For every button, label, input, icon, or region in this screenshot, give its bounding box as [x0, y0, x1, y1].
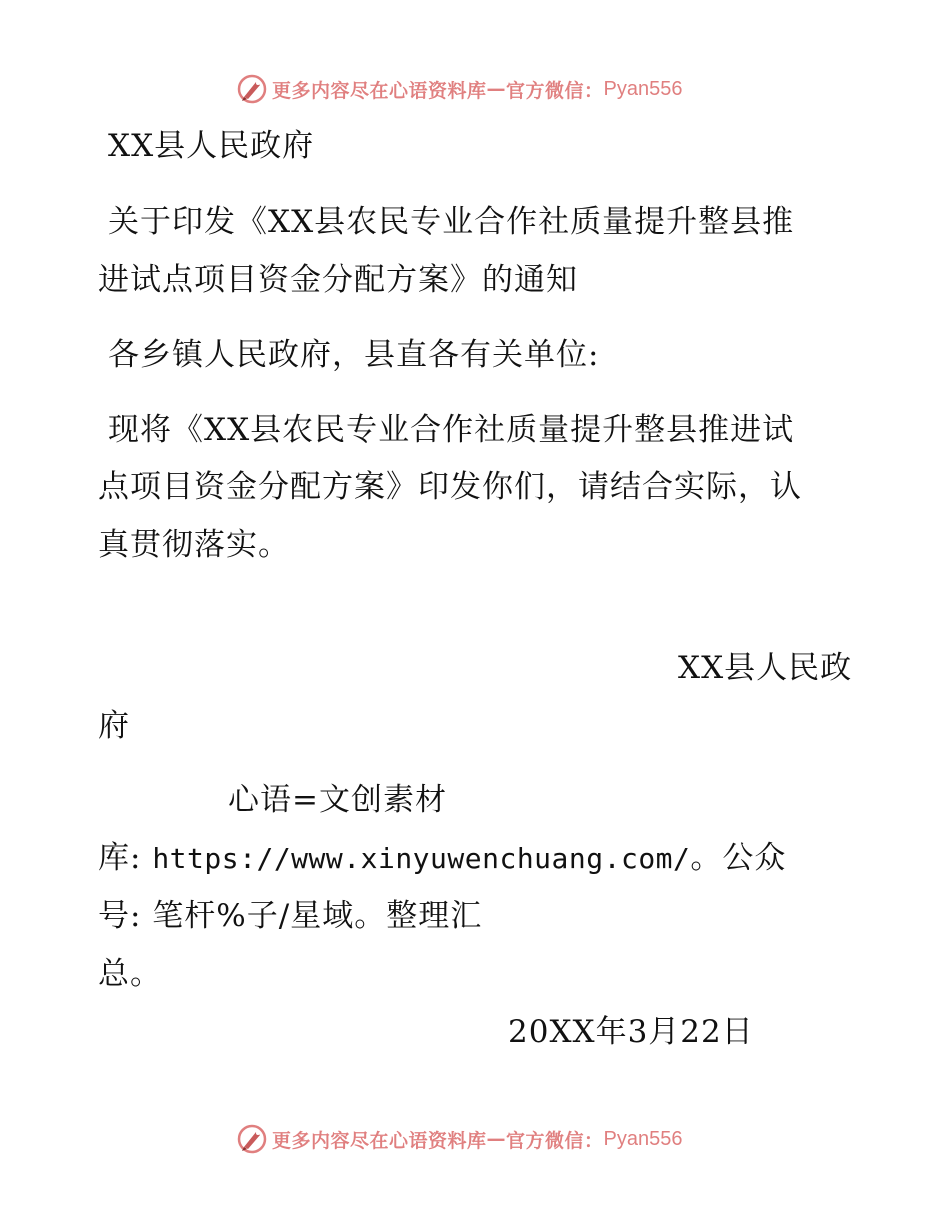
body-line-2: 点项目资金分配方案》印发你们，请结合实际，认 — [98, 469, 802, 505]
watermark-label: 官方微信： — [506, 79, 604, 102]
signature-line-1: XX县人民政 — [678, 650, 853, 686]
title-line-2: 进试点项目资金分配方案》的通知 — [98, 262, 578, 298]
watermark-text: 更多内容尽在心语资料库 — [272, 79, 487, 102]
promo-prefix: 库: — [98, 840, 153, 876]
pen-logo-icon — [236, 1123, 268, 1155]
pen-logo-icon — [236, 73, 268, 105]
watermark-label: 官方微信： — [506, 1129, 604, 1152]
promo-line-2 — [98, 838, 786, 879]
watermark-bottom — [236, 1122, 683, 1156]
watermark-wechat-id: Pyan556 — [603, 77, 683, 100]
issuer-name: XX县人民政府 — [108, 128, 315, 164]
watermark-top — [236, 72, 683, 106]
promo-line-3: 号: 笔杆%子/星域。整理汇 — [98, 898, 483, 934]
salutation: 各乡镇人民政府，县直各有关单位: — [108, 337, 600, 373]
signature-line-2: 府 — [98, 708, 130, 744]
body-line-3: 真贯彻落实。 — [98, 527, 290, 563]
promo-suffix: 。公众 — [690, 840, 787, 876]
watermark-dash: — — [486, 1128, 507, 1150]
promo-line-4: 总。 — [98, 956, 162, 992]
title-line-1: 关于印发《XX县农民专业合作社质量提升整县推 — [108, 204, 795, 240]
promo-line-1: 心语=文创素材 — [228, 782, 447, 818]
issue-date: 20XX年3月22日 — [508, 1014, 754, 1050]
body-line-1: 现将《XX县农民专业合作社质量提升整县推进试 — [108, 412, 795, 448]
watermark-wechat-id: Pyan556 — [603, 1127, 683, 1150]
promo-url: https://www.xinyuwenchuang.com/ — [152, 842, 691, 875]
watermark-text: 更多内容尽在心语资料库 — [272, 1129, 487, 1152]
watermark-dash: — — [486, 78, 507, 100]
